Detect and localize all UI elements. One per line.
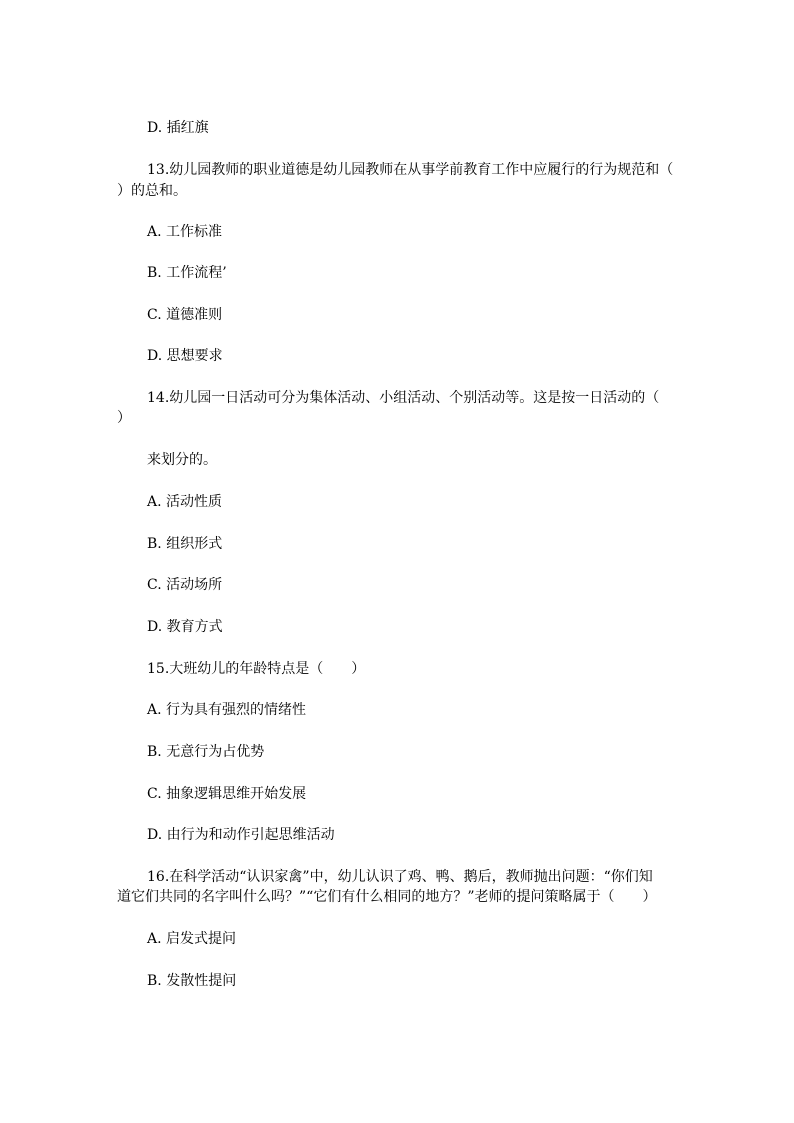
question-13-line2: ）的总和。 (117, 183, 187, 199)
question-14-line2: ） (117, 410, 131, 426)
question-14-line1: 14.幼儿园一日活动可分为集体活动、小组活动、个别活动等。这是按一日活动的（ (147, 390, 660, 406)
option-a-q14: A. 活动性质 (147, 494, 223, 510)
option-d-q15: D. 由行为和动作引起思维活动 (147, 827, 335, 843)
option-a-q16: A. 启发式提问 (147, 931, 237, 947)
option-a-q13: A. 工作标准 (147, 224, 223, 240)
option-d-q13: D. 思想要求 (147, 348, 223, 364)
option-b-q13: B. 工作流程’ (147, 265, 227, 281)
option-d-q14: D. 教育方式 (147, 619, 223, 635)
option-a-q15: A. 行为具有强烈的情绪性 (147, 702, 307, 718)
question-16-line1: 16.在科学活动“认识家禽”中，幼儿认识了鸡、鸭、鹅后，教师抛出问题：“你们知 (147, 869, 653, 885)
option-c-q14: C. 活动场所 (147, 577, 223, 593)
option-b-q15: B. 无意行为占优势 (147, 744, 265, 760)
option-c-q15: C. 抽象逻辑思维开始发展 (147, 786, 307, 802)
question-14-line3: 来划分的。 (147, 452, 217, 468)
question-15: 15.大班幼儿的年龄特点是（ ） (147, 661, 366, 677)
option-b-q16: B. 发散性提问 (147, 973, 237, 989)
question-13-line1: 13.幼儿园教师的职业道德是幼儿园教师在从事学前教育工作中应履行的行为规范和（ (147, 162, 674, 178)
option-b-q14: B. 组织形式 (147, 536, 223, 552)
option-d-q12: D. 插红旗 (147, 120, 209, 136)
option-c-q13: C. 道德准则 (147, 307, 223, 323)
question-16-line2: 道它们共同的名字叫什么吗？”“它们有什么相同的地方？”老师的提问策略属于（ ） (117, 889, 657, 905)
